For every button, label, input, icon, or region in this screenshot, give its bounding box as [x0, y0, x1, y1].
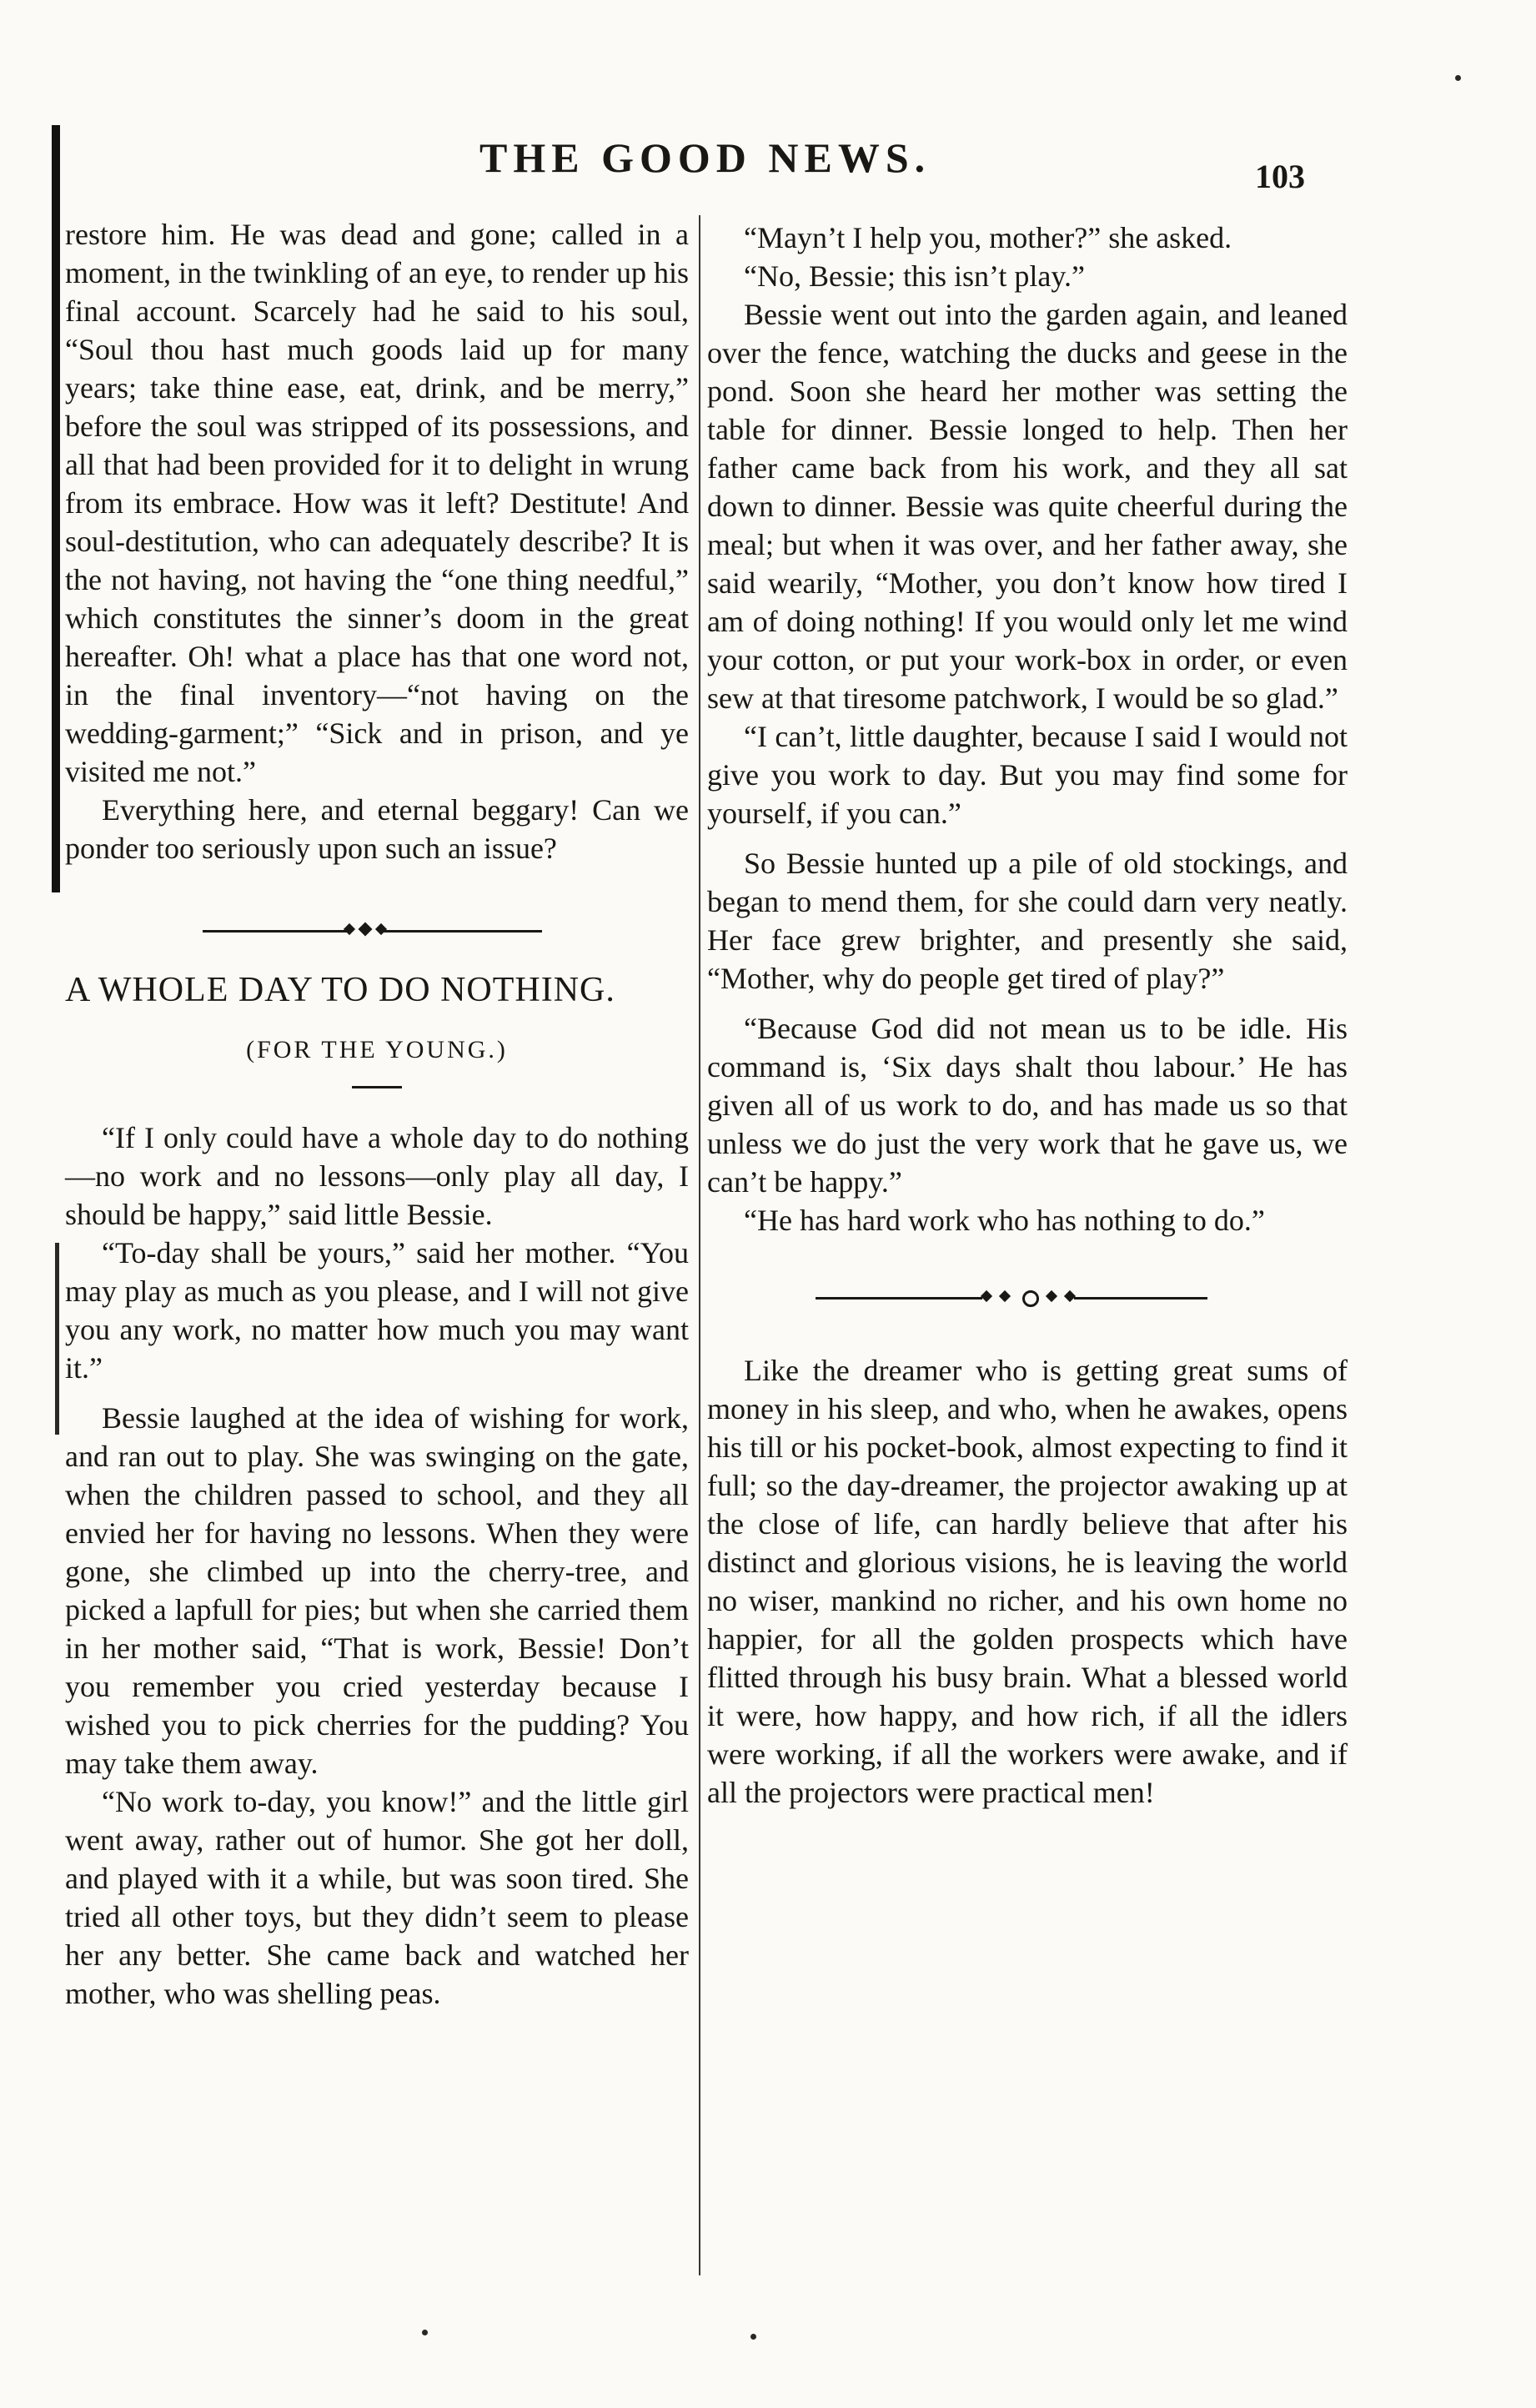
- body-paragraph: Bessie laughed at the idea of wishing for work, and ran out to play. She was swinging on the gate, when the children passed to school, and they all envied her for having no lessons. When they were gone, she climbed up into the cherry-tree, and picked a lapfull for pies; but when she carried them in her mother said, “That is work, Bessie! Don’t you remember you cried yesterday because I wished you to pick cherries for the pudding? You may take them away.: [65, 1401, 689, 1780]
- body-paragraph: Bessie went out into the garden again, and leaned over the fence, watching the ducks and geese in the pond. Soon she heard her mother was setting the table for dinner. Bessie longed to help. Then her father came back from his work, and they all sat down to dinner. Bessie was quite cheerful during the meal; but when it was over, and her father away, she said wearily, “Mother, you don’t know how tired I am of doing nothing! If you would only let me wind your cotton, or put your work-box in order, or even sew at that tiresome patchwork, I would be so glad.”: [707, 298, 1348, 715]
- body-paragraph: “If I only could have a whole day to do nothing—no work and no lessons—only play all day, I should be happy,” said little Bessie.: [65, 1121, 689, 1231]
- column-divider: [699, 215, 700, 2275]
- body-paragraph: “No work to-day, you know!” and the little girl went away, rather out of humor. She got her doll, and played with it a while, but was soon tired. She tried all other toys, but they didn’t seem to please her any better. She came back and watched her mother, who was shelling peas.: [65, 1785, 689, 2010]
- body-paragraph: “Because God did not mean us to be idle. His command is, ‘Six days shalt thou labour.’ He has given all of us work to do, and has made us so that unless we do just the very work that he gave us, we can’t be happy.”: [707, 1012, 1348, 1199]
- body-paragraph: “No, Bessie; this isn’t play.”: [744, 259, 1085, 293]
- section-ornament: [707, 1281, 1348, 1315]
- body-paragraph: restore him. He was dead and gone; called in a moment, in the twinkling of an eye, to render up his final account. Scarcely had he said to his soul, “Soul thou hast much goods laid up for many years; take thine ease, eat, drink, and be merry,” before the soul was stripped of its possessions, and all that had been provided for it to delight in wrung from its embrace. How was it left? Destitute! And soul-destitution, who can adequately describe? It is the not having, not having the “one thing needful,” which constitutes the sinner’s doom in the great hereafter. Oh! what a place has that one word not, in the final inventory—“not having on the wedding-garment;” “Sick and in prison, and ye visited me not.”: [65, 218, 689, 788]
- right-column: [707, 219, 1348, 1812]
- section-ornament: [65, 914, 689, 948]
- article-subtitle: (FOR THE YOUNG.): [246, 1036, 508, 1063]
- page-header: [0, 133, 1536, 195]
- body-paragraph: So Bessie hunted up a pile of old stockings, and began to mend them, for she could darn very neatly. Her face grew brighter, and presently she said, “Mother, why do people get tired of play?”: [707, 847, 1348, 995]
- footer-speck: [1455, 75, 1461, 81]
- footer-speck: [422, 2330, 428, 2335]
- running-title: THE GOOD NEWS.: [479, 134, 931, 181]
- body-paragraph: Like the dreamer who is getting great sums of money in his sleep, and who, when he awakes, opens his till or his pocket-book, almost expecting to find it full; so the day-dreamer, the projector awaking up at the close of life, can hardly believe that after his distinct and glorious visions, he is leaving the world no wiser, mankind no richer, and his own home no happier, for all the golden prospects which have flitted through his busy brain. What a blessed world it were, how happy, and how rich, if all the idlers were working, if all the workers were awake, and if all the projectors were practical men!: [707, 1354, 1348, 1809]
- body-paragraph: Everything here, and eternal beggary! Can we ponder too seriously upon such an issue?: [65, 793, 689, 865]
- body-paragraph: “I can’t, little daughter, because I said I would not give you work to day. But you may find some for yourself, if you can.”: [707, 720, 1348, 830]
- footer-speck: [750, 2334, 756, 2340]
- page-number: 103: [1255, 158, 1305, 195]
- body-paragraph: “He has hard work who has nothing to do.”: [744, 1204, 1265, 1237]
- binding-edge-mark: [52, 125, 60, 892]
- title-rule: [352, 1086, 402, 1088]
- binding-edge-mark-lower: [55, 1243, 59, 1435]
- left-column: [65, 215, 689, 2013]
- body-paragraph: “Mayn’t I help you, mother?” she asked.: [744, 221, 1232, 254]
- article-title: A WHOLE DAY TO DO NOTHING.: [65, 971, 615, 1009]
- body-paragraph: “To-day shall be yours,” said her mother. “You may play as much as you please, and I will not give you any work, no matter how much you may want it.”: [65, 1236, 689, 1385]
